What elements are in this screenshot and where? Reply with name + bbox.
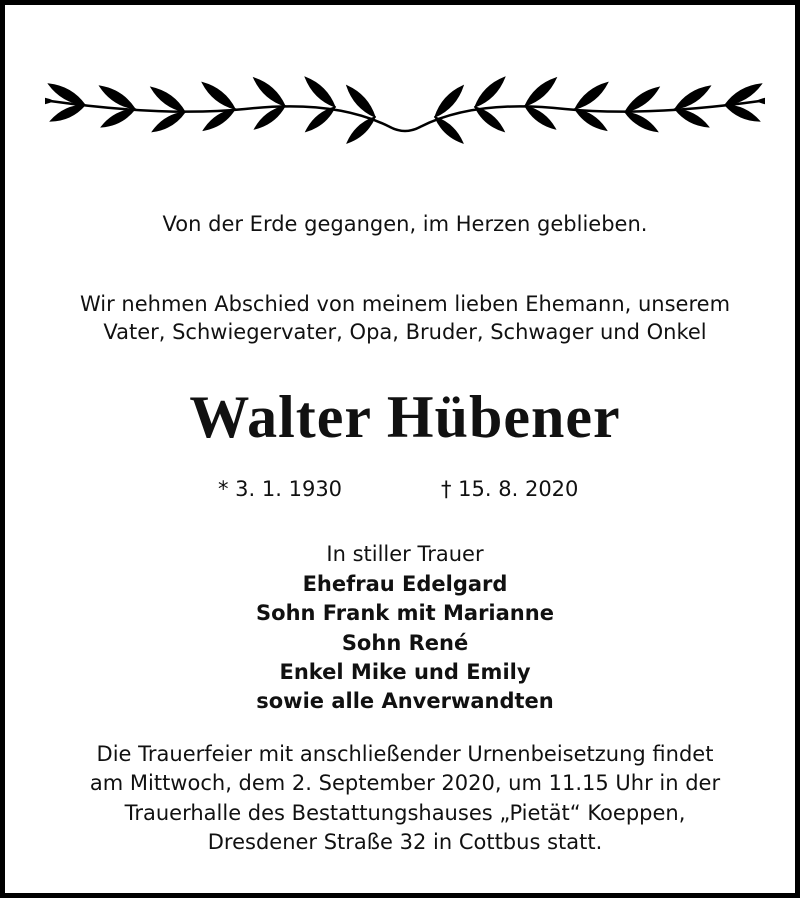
- intro-line-1: Wir nehmen Abschied von meinem lieben Ehemann, unserem: [79, 292, 731, 316]
- leaf-shape: [344, 114, 377, 146]
- funeral-info-line: Die Trauerfeier mit anschließender Urnenbeisetzung findet: [96, 742, 714, 766]
- mourner-line: sowie alle Anverwandten: [256, 689, 554, 713]
- mourner-line: Enkel Mike und Emily: [279, 660, 531, 684]
- motto-line: Von der Erde gegangen, im Herzen geblieben.: [162, 212, 648, 236]
- leaf-shape: [522, 74, 559, 109]
- mourner-line: Ehefrau Edelgard: [302, 572, 508, 596]
- leaf-shape: [45, 98, 53, 105]
- leaf-shape: [723, 101, 761, 125]
- birth-date: * 3. 1. 1930: [218, 477, 343, 501]
- mourning-heading: In stiller Trauer: [326, 542, 484, 566]
- leaf-shape: [757, 98, 765, 105]
- leaf-shape: [49, 101, 87, 125]
- mourner-line: Sohn René: [341, 631, 469, 655]
- death-date: † 15. 8. 2020: [441, 477, 579, 501]
- leaf-shape: [302, 74, 338, 110]
- leaf-shape: [199, 79, 237, 113]
- deceased-name: Walter Hübener: [189, 384, 621, 450]
- funeral-info-line: Trauerhalle des Bestattungshauses „Pietät“ Koeppen,: [124, 801, 686, 825]
- funeral-info-line: Dresdener Straße 32 in Cottbus statt.: [207, 830, 603, 854]
- leaf-shape: [432, 114, 465, 146]
- leaf-garland-icon: [45, 57, 765, 167]
- leaf-shape: [472, 74, 508, 110]
- leaf-shape: [251, 74, 288, 109]
- funeral-info-line: am Mittwoch, dem 2. September 2020, um 11.15 Uhr in der: [89, 771, 721, 795]
- mourner-line: Sohn Frank mit Marianne: [256, 601, 554, 625]
- intro-line-2: Vater, Schwiegervater, Opa, Bruder, Schwager und Onkel: [103, 320, 707, 344]
- leaf-shape: [572, 79, 610, 113]
